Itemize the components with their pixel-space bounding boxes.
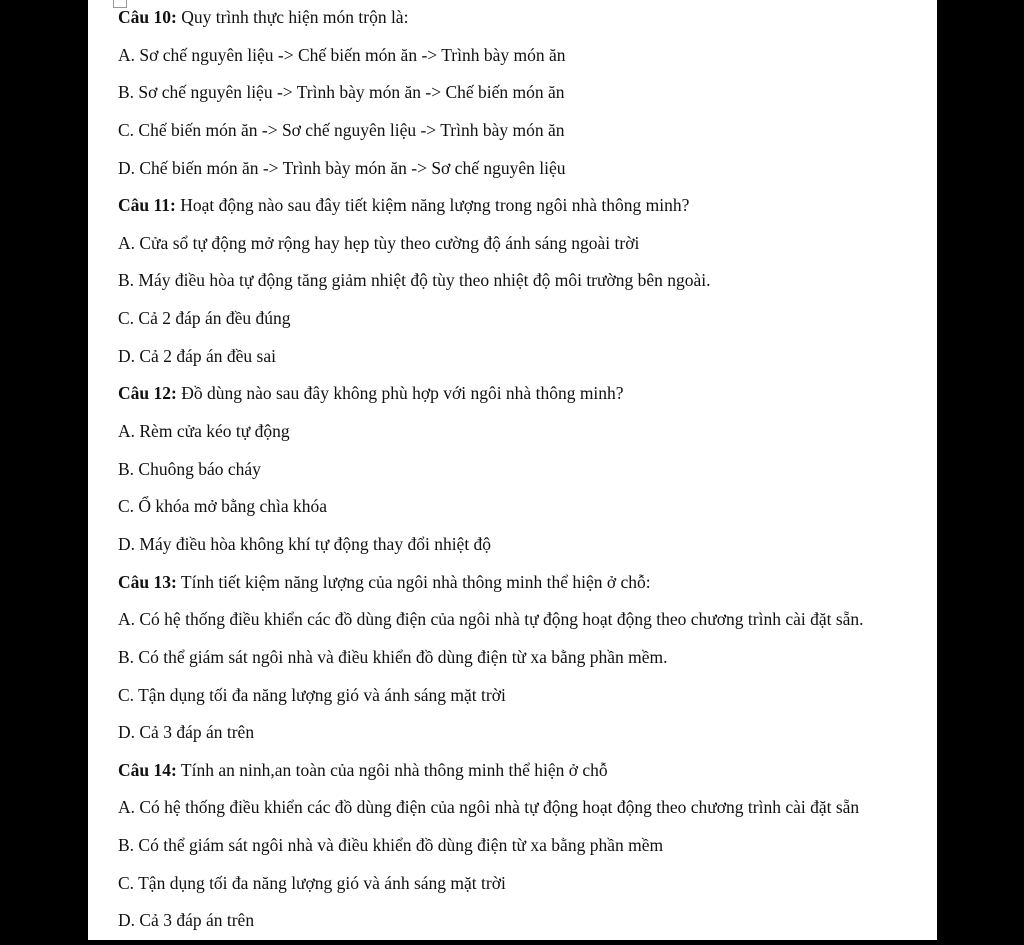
answer-option: B. Chuông báo cháy bbox=[118, 458, 261, 479]
answer-option: C. Cả 2 đáp án đều đúng bbox=[118, 308, 291, 329]
answer-option: C. Chế biến món ăn -> Sơ chế nguyên liệu -> Trình bày món ăn bbox=[118, 119, 565, 140]
answer-option: A. Có hệ thống điều khiển các đồ dùng điện của ngôi nhà tự động hoạt động theo chương trình cài đặt sẵn bbox=[118, 797, 860, 818]
question-label: Câu 13: bbox=[118, 571, 177, 592]
question-text: Hoạt động nào sau đây tiết kiệm năng lượng trong ngôi nhà thông minh? bbox=[175, 195, 690, 216]
answer-option: B. Máy điều hòa tự động tăng giảm nhiệt độ tùy theo nhiệt độ môi trường bên ngoài. bbox=[118, 270, 711, 291]
answer-option: D. Cả 3 đáp án trên bbox=[118, 722, 255, 743]
answer-option: D. Chế biến món ăn -> Trình bày món ăn -> Sơ chế nguyên liệu bbox=[118, 157, 566, 178]
answer-option: A. Rèm cửa kéo tự động bbox=[118, 421, 290, 442]
answer-option: D. Cả 3 đáp án trên bbox=[118, 910, 255, 931]
question-10 bbox=[118, 4, 933, 42]
answer-option: C. Tận dụng tối đa năng lượng gió và ánh sáng mặt trời bbox=[118, 872, 506, 893]
question-text: Tính tiết kiệm năng lượng của ngôi nhà thông minh thể hiện ở chỗ: bbox=[176, 571, 651, 592]
question-14 bbox=[118, 757, 933, 795]
question-label: Câu 12: bbox=[118, 383, 177, 404]
answer-option: C. Ổ khóa mở bằng chìa khóa bbox=[118, 496, 328, 517]
answer-option: B. Có thể giám sát ngôi nhà và điều khiển đồ dùng điện từ xa bằng phần mềm bbox=[118, 835, 664, 856]
question-text: Tính an ninh,an toàn của ngôi nhà thông minh thể hiện ở chỗ bbox=[176, 759, 608, 780]
question-label: Câu 10: bbox=[118, 7, 177, 27]
document-content bbox=[118, 4, 933, 945]
answer-option: D. Máy điều hòa không khí tự động thay đổi nhiệt độ bbox=[118, 533, 492, 554]
answer-option: A. Có hệ thống điều khiển các đồ dùng điện của ngôi nhà tự động hoạt động theo chương trình cài đặt sẵn. bbox=[118, 609, 864, 630]
question-13 bbox=[118, 569, 933, 607]
answer-option: B. Sơ chế nguyên liệu -> Trình bày món ăn -> Chế biến món ăn bbox=[118, 82, 565, 103]
answer-option: A. Cửa sổ tự động mở rộng hay hẹp tùy theo cường độ ánh sáng ngoài trời bbox=[118, 232, 640, 253]
answer-option: A. Sơ chế nguyên liệu -> Chế biến món ăn -> Trình bày món ăn bbox=[118, 44, 566, 65]
question-12 bbox=[118, 380, 933, 418]
answer-option: B. Có thể giám sát ngôi nhà và điều khiển đồ dùng điện từ xa bằng phần mềm. bbox=[118, 646, 668, 667]
question-label: Câu 11: bbox=[118, 195, 176, 216]
question-label: Câu 14: bbox=[118, 759, 177, 780]
question-text: Quy trình thực hiện món trộn là: bbox=[176, 7, 409, 27]
question-11 bbox=[118, 192, 933, 230]
answer-option: D. Cả 2 đáp án đều sai bbox=[118, 345, 276, 366]
question-text: Đồ dùng nào sau đây không phù hợp với ngôi nhà thông minh? bbox=[176, 383, 624, 404]
answer-option: C. Tận dụng tối đa năng lượng gió và ánh sáng mặt trời bbox=[118, 684, 506, 705]
